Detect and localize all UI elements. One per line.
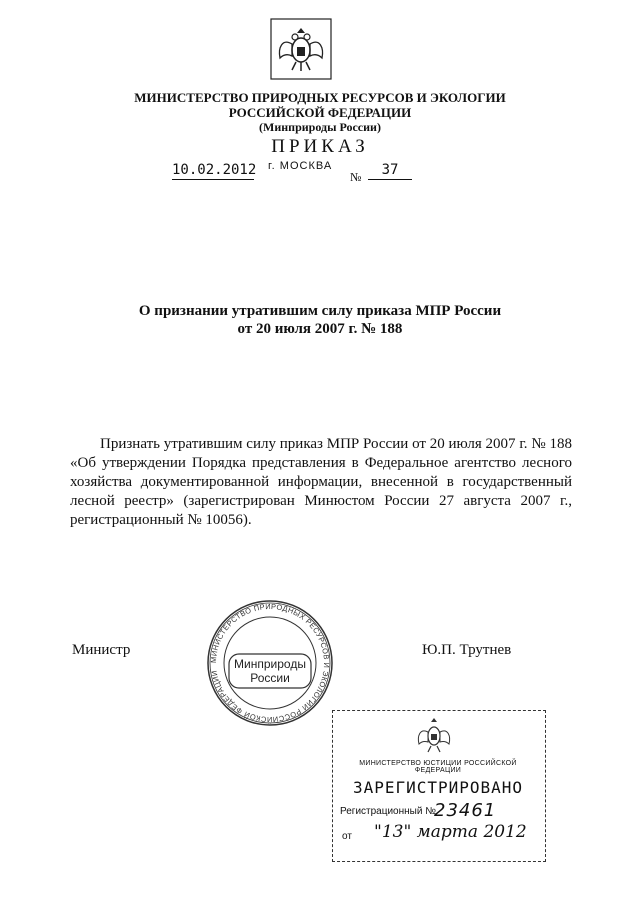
signatory-name: Ю.П. Трутнев — [422, 642, 512, 658]
signatory-position: Министр — [72, 642, 131, 658]
subject-line1: О признании утратившим силу приказа МПР России — [138, 303, 502, 319]
order-city: г. МОСКВА — [268, 160, 333, 172]
ministry-short-name: (Минприроды России) — [259, 120, 381, 134]
svg-text:МИНИСТЕРСТВО ПРИРОДНЫХ РЕСУРСО: МИНИСТЕРСТВО ПРИРОДНЫХ РЕСУРСОВ И ЭКОЛОГИИ РОССИЙСКОЙ ФЕДЕРАЦИИ — [208, 601, 332, 725]
order-body: Признать утратившим силу приказ МПР России от 20 июля 2007 г. № 188 «Об утверждении Порядка представления в Федеральное агентство лесного хозяйства документированной информации, внесенной в государственный лесной реестр» (зарегистрирован Минюстом России 27 августа 2007 г., регистрационный № 10056). — [70, 436, 572, 528]
registration-org: МИНИСТЕРСТВО ЮСТИЦИИ РОССИЙСКОЙ ФЕДЕРАЦИИ — [359, 760, 517, 774]
svg-text:Минприроды: Минприроды — [234, 657, 306, 671]
order-subject — [0, 302, 640, 338]
registration-number-label: Регистрационный № — [340, 806, 436, 817]
ministry-name-line1: МИНИСТЕРСТВО ПРИРОДНЫХ РЕСУРСОВ И ЭКОЛОГИИ — [134, 90, 506, 105]
svg-text:России: России — [250, 671, 290, 685]
emblem-icon — [270, 18, 332, 80]
number-sign: № — [350, 170, 362, 184]
registration-title: ЗАРЕГИСТРИРОВАНО — [352, 778, 524, 797]
ministry-name-line2: РОССИЙСКОЙ ФЕДЕРАЦИИ — [228, 105, 412, 120]
subject-line2: от 20 июля 2007 г. № 188 — [237, 321, 403, 337]
registration-date: "13" марта 2012 — [374, 822, 527, 842]
official-seal — [205, 598, 335, 728]
document-type: ПРИКАЗ — [271, 136, 369, 157]
order-number: 37 — [368, 162, 412, 180]
registration-emblem-icon — [412, 714, 456, 758]
order-date: 10.02.2012 — [172, 162, 257, 178]
registration-number: 23461 — [434, 800, 497, 821]
registration-date-label: от — [342, 831, 352, 842]
